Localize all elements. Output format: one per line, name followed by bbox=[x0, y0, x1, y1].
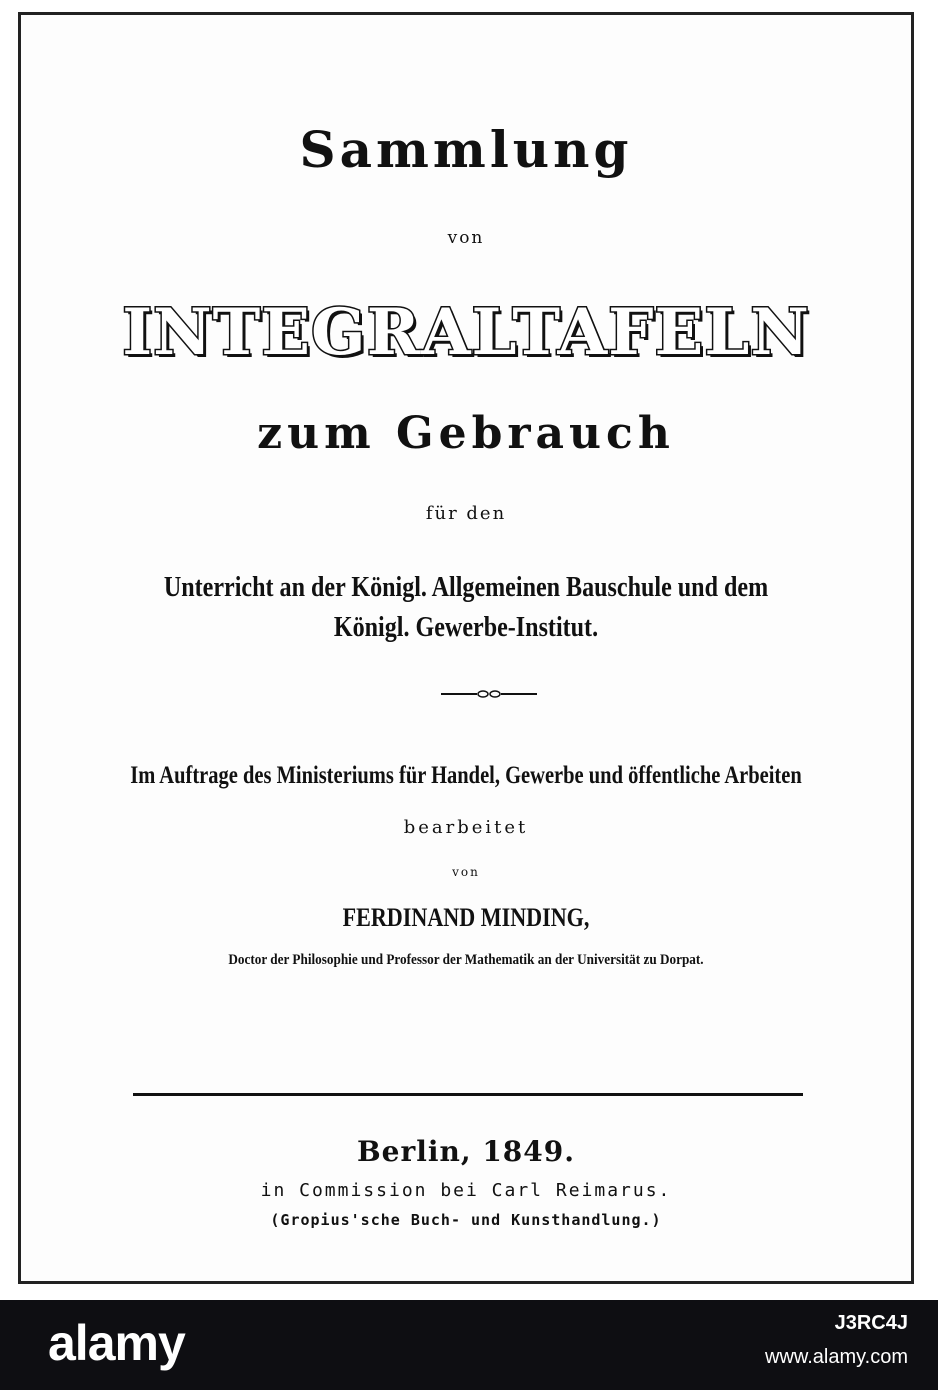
title-integraltafeln: INTEGRALTAFELN bbox=[122, 295, 810, 370]
watermark-image-id: J3RC4J bbox=[834, 1312, 908, 1334]
title-sammlung: Sammlung bbox=[299, 120, 633, 179]
bearbeitet: bearbeitet bbox=[403, 817, 529, 838]
title-zum-gebrauch: zum Gebrauch bbox=[257, 408, 675, 459]
connector-von-2: von bbox=[452, 865, 480, 879]
title-page bbox=[18, 12, 914, 1284]
subtitle-line-2: Königl. Gewerbe-Institut. bbox=[333, 612, 599, 643]
watermark-bar bbox=[0, 1300, 938, 1390]
place-year: Berlin, 1849. bbox=[356, 1135, 576, 1168]
author-name: FERDINAND MINDING, bbox=[342, 903, 590, 932]
connector-von: von bbox=[447, 228, 485, 248]
bookshop-line: (Gropius'sche Buch- und Kunsthandlung.) bbox=[270, 1211, 662, 1229]
author-description: Doctor der Philosophie und Professor der Mathematik an der Universität zu Dorpat. bbox=[228, 952, 704, 968]
commission-line: Im Auftrage des Ministeriums für Handel, Gewerbe und öffentliche Arbeiten bbox=[130, 762, 802, 789]
publisher-line: in Commission bei Carl Reimarus. bbox=[260, 1180, 672, 1201]
watermark-url: www.alamy.com bbox=[765, 1346, 908, 1368]
subtitle-line-1: Unterricht an der Königl. Allgemeinen Bauschule und dem bbox=[163, 572, 769, 603]
fuer-den: für den bbox=[425, 503, 507, 524]
ornament-divider bbox=[439, 687, 539, 701]
horizontal-rule bbox=[133, 1093, 803, 1096]
watermark-logo: alamy bbox=[48, 1315, 185, 1371]
